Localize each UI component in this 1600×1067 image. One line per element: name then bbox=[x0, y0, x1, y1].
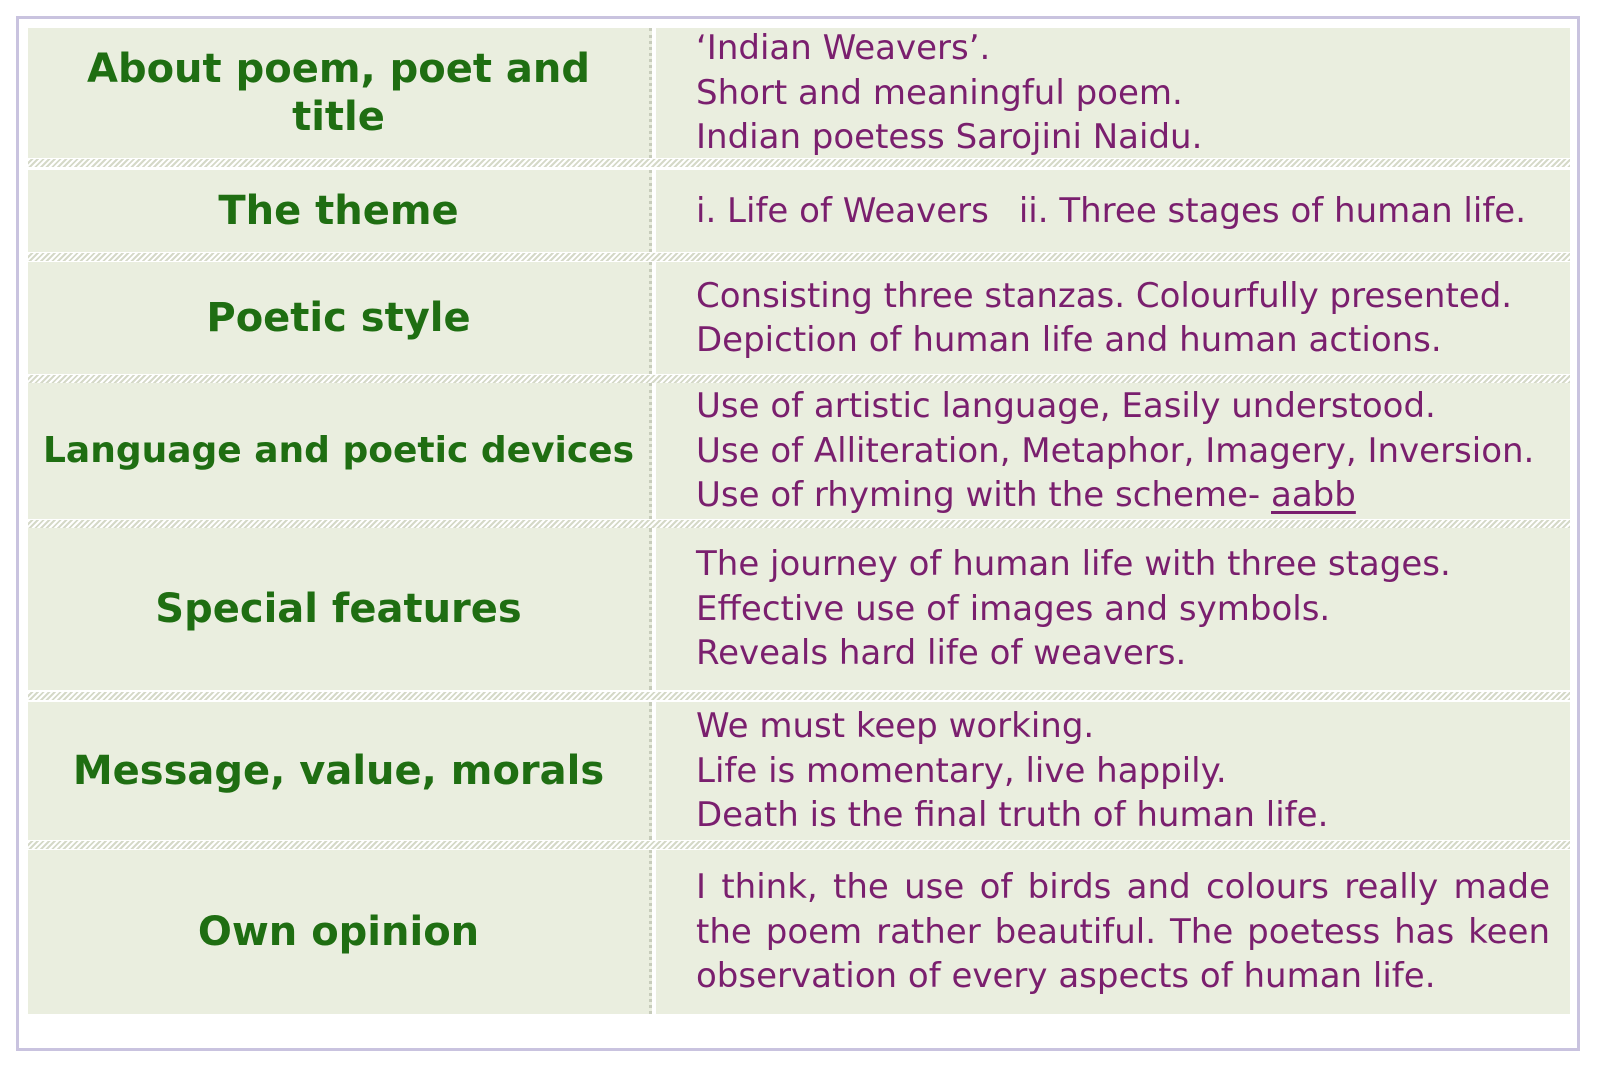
content-line: Effective use of images and symbols. bbox=[696, 588, 1331, 629]
content-line: Consisting three stanzas. Colourfully presented. bbox=[696, 275, 1513, 316]
content-line: The journey of human life with three stages. bbox=[696, 544, 1451, 585]
content-line: Reveals hard life of weavers. bbox=[696, 633, 1187, 674]
table-row-features bbox=[28, 528, 1570, 690]
content-line bbox=[696, 473, 1550, 518]
table-row-message bbox=[28, 702, 1570, 840]
row-heading-opinion: Own opinion bbox=[197, 909, 480, 955]
content-line: Use of artistic language, Easily understood. bbox=[696, 386, 1436, 427]
row-divider bbox=[28, 692, 1570, 700]
row-heading-style: Poetic style bbox=[206, 295, 471, 341]
row-heading-language: Language and poetic devices bbox=[42, 430, 634, 472]
theme-item-1: i. Life of Weavers bbox=[696, 190, 989, 231]
content-line: Life is momentary, live happily. bbox=[696, 750, 1227, 791]
row-content-cell bbox=[656, 850, 1570, 1014]
row-heading-cell bbox=[28, 383, 652, 519]
row-heading-message: Message, value, morals bbox=[72, 748, 605, 794]
row-content-cell bbox=[656, 702, 1570, 840]
row-content-cell bbox=[656, 528, 1570, 690]
row-heading-cell bbox=[28, 702, 652, 840]
rhyme-scheme: aabb bbox=[1271, 475, 1356, 516]
poem-summary-table bbox=[28, 28, 1570, 1040]
row-heading-cell bbox=[28, 262, 652, 374]
row-divider bbox=[28, 520, 1570, 528]
row-heading-cell bbox=[28, 528, 652, 690]
table-row-theme bbox=[28, 170, 1570, 252]
row-divider bbox=[28, 841, 1570, 849]
row-heading-cell bbox=[28, 170, 652, 252]
content-line: Use of Alliteration, Metaphor, Imagery, Inversion. bbox=[696, 430, 1535, 471]
row-heading-about: About poem, poet and title bbox=[86, 46, 591, 140]
row-divider bbox=[28, 159, 1570, 167]
row-content-cell bbox=[656, 262, 1570, 374]
table-row-language bbox=[28, 383, 1570, 519]
row-heading-cell bbox=[28, 28, 652, 158]
content-line bbox=[696, 189, 1550, 234]
row-content-cell bbox=[656, 28, 1570, 158]
row-content-cell bbox=[656, 170, 1570, 252]
row-heading-cell bbox=[28, 850, 652, 1014]
content-line: ‘Indian Weavers’. bbox=[696, 28, 991, 69]
theme-item-2: ii. Three stages of human life. bbox=[1018, 190, 1527, 231]
row-heading-theme: The theme bbox=[218, 188, 459, 234]
content-line: Indian poetess Sarojini Naidu. bbox=[696, 117, 1203, 158]
rhyme-prefix: Use of rhyming with the scheme- bbox=[696, 475, 1271, 516]
opinion-paragraph: I think, the use of birds and colours really made the poem rather beautiful. The poetess has keen observation of every aspects of human life. bbox=[696, 867, 1550, 997]
table-row-style bbox=[28, 262, 1570, 374]
content-line: Death is the final truth of human life. bbox=[696, 795, 1329, 836]
row-divider bbox=[28, 253, 1570, 261]
content-line: Depiction of human life and human actions. bbox=[696, 320, 1442, 360]
table-row-opinion bbox=[28, 850, 1570, 1014]
content-line: Short and meaningful poem. bbox=[696, 72, 1183, 113]
content-line: We must keep working. bbox=[696, 706, 1095, 747]
row-content-cell bbox=[656, 383, 1570, 519]
table-row-about bbox=[28, 28, 1570, 158]
row-heading-features: Special features bbox=[155, 586, 522, 632]
row-divider bbox=[28, 375, 1570, 383]
